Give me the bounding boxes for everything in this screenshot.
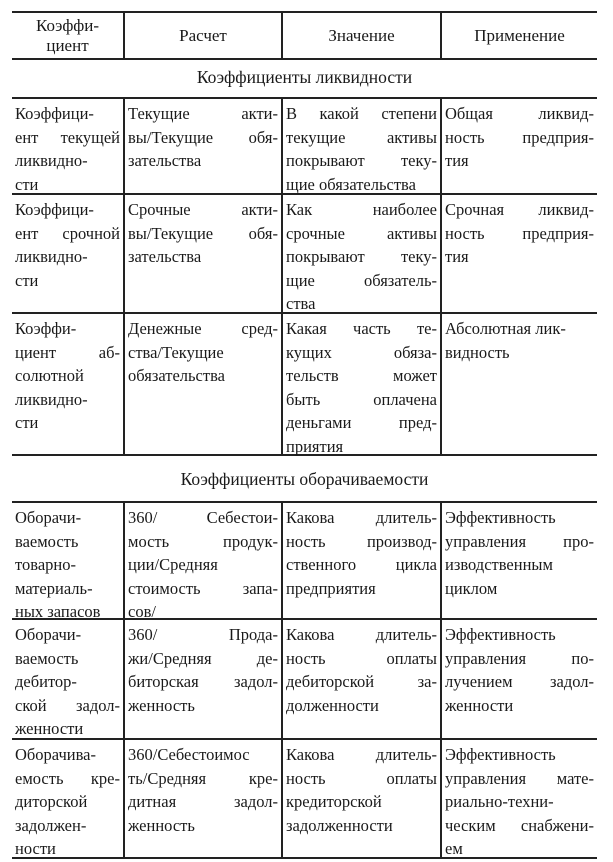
text-line: ность оплаты [286, 648, 437, 668]
header-meaning [281, 13, 440, 58]
text-line: материаль- [15, 578, 93, 598]
cell-application [440, 740, 597, 857]
text-line: Расчет [179, 25, 227, 45]
text-line: циклом [445, 578, 498, 598]
text-line: Коэффи- [15, 319, 77, 338]
table-row [12, 99, 597, 193]
text-line: циент [46, 35, 89, 55]
text-line: задолжен- [15, 815, 87, 835]
text-line: обязательства [128, 366, 225, 386]
cell-meaning [281, 195, 440, 312]
header-coefficient [12, 13, 123, 58]
text-line: срочные активы [286, 223, 437, 243]
text-line: тия [445, 247, 469, 267]
text-line: товарно- [15, 555, 76, 575]
text-line: тия [445, 151, 469, 171]
cell-application [440, 99, 597, 193]
cell-application [440, 314, 597, 454]
cell-meaning [281, 740, 440, 857]
cell-coefficient [12, 99, 123, 193]
text-line: Коэффици- [15, 200, 94, 219]
text-line: В какой степени [286, 104, 437, 123]
cell-application [440, 195, 597, 312]
text-line: приятия [286, 436, 344, 456]
text-line: Коэффи- [35, 15, 100, 35]
text-line: ваемость [15, 531, 79, 551]
text-line: Эффективность [445, 745, 556, 764]
cell-calculation [123, 620, 281, 738]
text-line: кредиторской [286, 792, 382, 812]
text-line: ликвидно- [15, 151, 88, 171]
text-line: сти [15, 270, 39, 290]
text-line: ент срочной [15, 223, 120, 243]
text-line: Эффективность [445, 625, 556, 644]
text-line: покрывают теку- [286, 151, 437, 171]
text-line: видность [445, 342, 510, 362]
text-line: Коэффици- [15, 104, 94, 123]
text-line: зательства [128, 151, 202, 171]
text-line: вы/Текущие обя- [128, 223, 278, 243]
text-line: 360/ Прода- [128, 625, 278, 644]
text-line: вы/Текущие обя- [128, 127, 278, 147]
text-line: управления про- [445, 531, 594, 551]
cell-meaning [281, 99, 440, 193]
text-line: ции/Средняя [128, 555, 218, 575]
cell-meaning [281, 620, 440, 738]
text-line: ликвидно- [15, 389, 88, 409]
text-line: ческим снабжени- [445, 815, 594, 835]
text-line: Оборачи- [15, 625, 82, 644]
text-line: ем [445, 839, 463, 859]
text-line: лучением задол- [445, 672, 594, 692]
cell-application [440, 503, 597, 618]
text-line: стоимость запа- [128, 578, 278, 598]
text-line: ность предприя- [445, 223, 594, 243]
text-line: дебитор- [15, 672, 77, 692]
text-line: 360/ Себестои- [128, 508, 278, 527]
text-line: Какова длитель- [286, 508, 437, 527]
text-line: женность [128, 815, 195, 835]
cell-meaning [281, 314, 440, 454]
cell-calculation [123, 740, 281, 857]
text-line: управления по- [445, 648, 594, 668]
text-line: покрывают теку- [286, 247, 437, 267]
text-line: ных запасов [15, 602, 101, 622]
text-line: управления мате- [445, 768, 594, 788]
section-title-liquidity: Коэффициенты ликвидности [196, 67, 413, 87]
text-line: зательства [128, 247, 202, 267]
text-line: Какая часть те- [286, 319, 437, 338]
text-line: Как наиболее [286, 200, 437, 219]
text-line: Значение [328, 25, 395, 45]
text-line: диторской [15, 792, 88, 812]
text-line: Срочные акти- [128, 200, 278, 219]
text-line: Какова длитель- [286, 745, 437, 764]
cell-coefficient [12, 503, 123, 622]
text-line: задолженности [286, 815, 393, 835]
text-line: ваемость [15, 648, 79, 668]
text-line: дитная задол- [128, 792, 278, 812]
text-line: ства/Текущие [128, 342, 224, 362]
text-line: ской задол- [15, 695, 120, 715]
table-row [12, 503, 597, 622]
text-line: тельств может [286, 366, 437, 386]
text-line: Оборачива- [15, 745, 96, 764]
text-line: ность оплаты [286, 768, 437, 788]
section-title-turnover: Коэффициенты оборачиваемости [180, 469, 429, 489]
text-line: сов/ [128, 602, 156, 622]
text-line: Общая ликвид- [445, 104, 594, 123]
cell-meaning [281, 503, 440, 618]
text-line: женности [445, 695, 514, 715]
text-line: Оборачи- [15, 508, 82, 527]
text-line: сти [15, 174, 39, 194]
cell-coefficient [12, 195, 123, 312]
text-line: биторская задол- [128, 672, 278, 692]
text-line: ности [15, 839, 56, 859]
text-line: быть оплачена [286, 389, 437, 409]
text-line: щие обязатель- [286, 270, 437, 290]
text-line: риально-техни- [445, 792, 554, 812]
cell-calculation [123, 314, 281, 454]
text-line: 360/Себестоимос [128, 745, 250, 764]
cell-application [440, 620, 597, 738]
text-line: Срочная ликвид- [445, 200, 594, 219]
text-line: жи/Средняя де- [128, 648, 278, 668]
text-line: Денежные сред- [128, 319, 278, 338]
text-line: солютной [15, 366, 84, 386]
text-line: ность предприя- [445, 127, 594, 147]
cell-coefficient [12, 620, 123, 738]
text-line: женности [15, 719, 84, 739]
cell-calculation [123, 503, 281, 622]
text-line: долженности [286, 695, 379, 715]
header-bottom-rule [12, 58, 597, 60]
cell-coefficient [12, 740, 123, 857]
text-line: ность производ- [286, 531, 437, 551]
text-line: сти [15, 413, 39, 433]
text-line: ть/Средняя кре- [128, 768, 278, 788]
text-line: кущих обяза- [286, 342, 437, 362]
table-row [12, 195, 597, 312]
text-line: текущие активы [286, 127, 437, 147]
text-line: мость продук- [128, 531, 278, 551]
text-line: циент аб- [15, 342, 120, 362]
table-row [12, 314, 597, 454]
text-line: Эффективность [445, 508, 556, 527]
table-row [12, 620, 597, 738]
text-line: Какова длитель- [286, 625, 437, 644]
cell-coefficient [12, 314, 123, 454]
text-line: емость кре- [15, 768, 120, 788]
cell-calculation [123, 195, 281, 312]
text-line: щие обязательства [286, 174, 416, 194]
text-line: Абсолютная лик- [445, 319, 566, 338]
text-line: предприятия [286, 578, 376, 598]
table-row [12, 740, 597, 857]
text-line: ент текущей [15, 127, 120, 147]
table-header-row [12, 13, 597, 58]
text-line: ственного цикла [286, 555, 437, 575]
text-line: Применение [474, 25, 565, 45]
text-line: Текущие акти- [128, 104, 278, 123]
cell-calculation [123, 99, 281, 193]
text-line: ства [286, 294, 316, 314]
text-line: женность [128, 695, 195, 715]
header-calculation [123, 13, 281, 58]
text-line: деньгами пред- [286, 413, 437, 433]
header-application [440, 13, 597, 58]
text-line: ликвидно- [15, 247, 88, 267]
text-line: изводственным [445, 555, 553, 575]
text-line: дебиторской за- [286, 672, 437, 692]
